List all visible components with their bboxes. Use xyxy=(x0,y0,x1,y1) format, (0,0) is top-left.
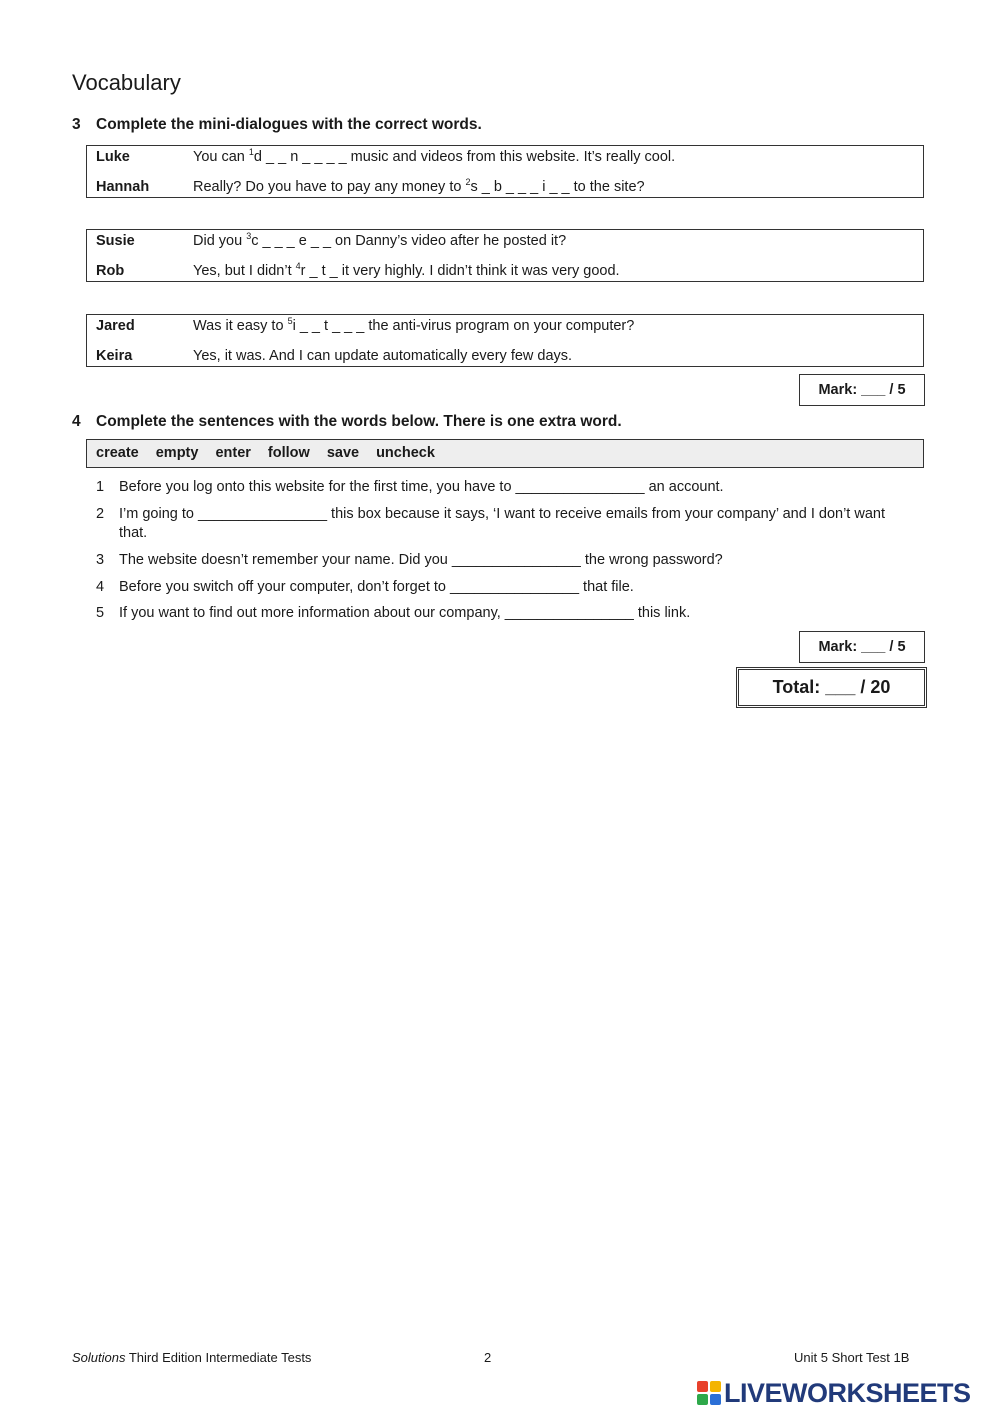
task3-instruction: Complete the mini-dialogues with the correct words. xyxy=(96,116,482,133)
sentence-number: 3 xyxy=(96,552,105,568)
gap-d[interactable]: d _ _ n _ _ _ _ music and videos from this website. It’s really cool. xyxy=(253,149,676,165)
dialogue-line: You can $^1$d _ _ n _ _ _ _ music and videos from this website. It’s really cool. xyxy=(193,147,676,165)
word-bank-item: create xyxy=(96,445,139,461)
sentence-text[interactable]: If you want to find out more information about our company, ________________ this link. xyxy=(119,605,691,621)
sentence-number: 5 xyxy=(96,605,105,621)
dialogue-box-2 xyxy=(86,229,924,282)
logo-square xyxy=(697,1381,708,1392)
speaker-name: Jared xyxy=(96,318,135,334)
footer-book-title: Solutions Third Edition Intermediate Tests xyxy=(72,1350,312,1365)
task4-mark-box[interactable]: Mark: ___ / 5 xyxy=(799,631,925,663)
task4-number: 4 xyxy=(72,413,81,430)
sentence-text[interactable]: Before you log onto this website for the first time, you have to ________________ an account. xyxy=(119,479,724,495)
logo-square xyxy=(697,1394,708,1405)
gap-s[interactable]: s _ b _ _ _ i _ _ to the site? xyxy=(470,179,645,195)
task3-mark-box[interactable]: Mark: ___ / 5 xyxy=(799,374,925,406)
word-bank-item: uncheck xyxy=(376,445,435,461)
task4-instruction: Complete the sentences with the words below. There is one extra word. xyxy=(96,413,622,430)
sentence-text[interactable]: I’m going to ________________ this box because it says, ‘I want to receive emails from your company’ and I don’t want that. xyxy=(119,506,885,541)
total-box[interactable]: Total: ___ / 20 xyxy=(736,667,927,708)
speaker-name: Rob xyxy=(96,263,125,279)
task3-number: 3 xyxy=(72,116,81,133)
dialogue-line: Was it easy to $^5$i _ _ t _ _ _ the anti-virus program on your computer? xyxy=(193,316,635,334)
dialogue-box-1 xyxy=(86,145,924,198)
task3-heading xyxy=(72,116,482,134)
gap-r[interactable]: r _ t _ it very highly. I didn’t think it was very good. xyxy=(300,263,620,279)
word-bank-item: enter xyxy=(215,445,251,461)
logo-squares-icon xyxy=(697,1381,721,1405)
logo-text: LIVEWORKSHEETS xyxy=(724,1377,971,1408)
sentence-text[interactable]: The website doesn’t remember your name. Did you ________________ the wrong password? xyxy=(119,552,723,568)
speaker-name: Susie xyxy=(96,233,135,249)
footer-page-number: 2 xyxy=(484,1350,492,1365)
word-bank-item: follow xyxy=(267,445,310,461)
footer-test-name: Unit 5 Short Test 1B xyxy=(794,1350,910,1365)
word-bank-item: save xyxy=(326,445,360,461)
dialogue-line: Yes, it was. And I can update automatically every few days. xyxy=(193,348,573,364)
speaker-name: Keira xyxy=(96,348,133,364)
sentence-text[interactable]: Before you switch off your computer, don’t forget to ________________ that file. xyxy=(119,579,634,595)
speaker-name: Luke xyxy=(96,149,130,165)
dialogue-line: Did you $^3$c _ _ _ e _ _ on Danny’s video after he posted it? xyxy=(193,231,567,249)
sentence-number: 2 xyxy=(96,506,105,522)
gap-c[interactable]: c _ _ _ e _ _ on Danny’s video after he posted it? xyxy=(251,233,567,249)
section-title: Vocabulary xyxy=(72,70,181,95)
gap-i[interactable]: i _ _ t _ _ _ the anti-virus program on your computer? xyxy=(292,318,635,334)
dialogue-line: Yes, but I didn’t $^4$r _ t _ it very highly. I didn’t think it was very good. xyxy=(193,261,620,279)
dialogue-box-3 xyxy=(86,314,924,367)
sentence-number: 4 xyxy=(96,579,105,595)
logo-square xyxy=(710,1381,721,1392)
speaker-name: Hannah xyxy=(96,179,150,195)
sentence-number: 1 xyxy=(96,479,105,495)
word-bank-item: empty xyxy=(155,445,199,461)
logo-square xyxy=(710,1394,721,1405)
task4-heading xyxy=(72,413,622,431)
liveworksheets-logo[interactable] xyxy=(697,1376,995,1410)
dialogue-line: Really? Do you have to pay any money to $^2$s _ b _ _ _ i _ _ to the site? xyxy=(193,177,645,195)
word-bank xyxy=(86,439,924,468)
